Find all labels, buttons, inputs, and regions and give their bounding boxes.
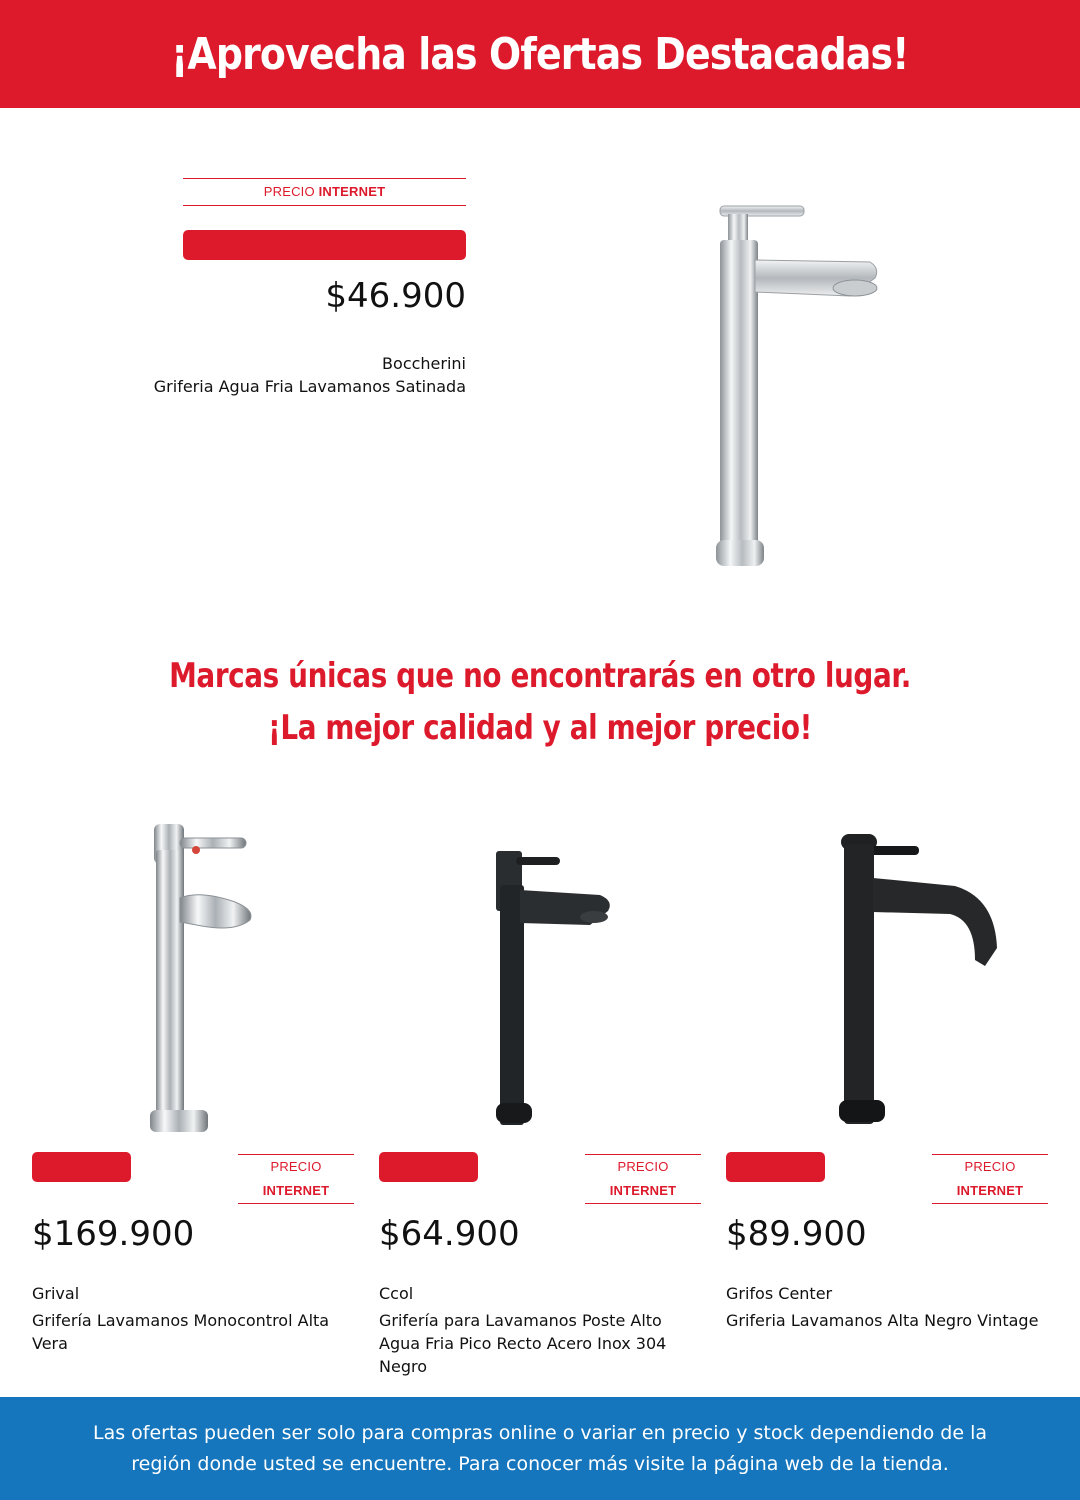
page-title: ¡Aprovecha las Ofertas Destacadas!	[171, 28, 909, 80]
product-brand: Grival	[32, 1284, 80, 1303]
disclaimer-text: Las ofertas pueden ser solo para compras online o variar en precio y stock dependiendo de la región donde usted se encuentre. Para conocer más visite la página web de la tienda.	[92, 1421, 987, 1475]
product-price: $169.900	[32, 1214, 195, 1254]
footer-disclaimer	[0, 1397, 1080, 1500]
product-price: $89.900	[726, 1214, 867, 1254]
product-image-grival[interactable]	[140, 820, 280, 1140]
product-price: $64.900	[379, 1214, 520, 1254]
featured-name: Griferia Agua Fria Lavamanos Satinada	[153, 377, 466, 396]
product-brand: Grifos Center	[726, 1284, 833, 1303]
featured-product[interactable]	[140, 178, 466, 398]
header-banner	[0, 0, 1080, 108]
discount-badge	[32, 1152, 131, 1182]
product-image-ccol[interactable]	[490, 845, 630, 1125]
brand-tagline: Marcas únicas que no encontrarás en otro lugar. ¡La mejor calidad y al mejor precio!	[169, 656, 911, 748]
product-image-grifos-center[interactable]	[835, 828, 1005, 1128]
product-name: Grifería Lavamanos Monocontrol Alta Vera	[32, 1311, 330, 1353]
product-card-ccol[interactable]	[379, 1150, 701, 1378]
product-card-grival[interactable]	[32, 1150, 354, 1355]
price-internet-label: PRECIO INTERNET	[238, 1154, 354, 1204]
price-internet-label: PRECIO INTERNET	[585, 1154, 701, 1204]
discount-badge	[726, 1152, 825, 1182]
featured-brand: Boccherini	[382, 354, 466, 373]
discount-badge	[379, 1152, 478, 1182]
product-brand: Ccol	[379, 1284, 414, 1303]
product-name: Grifería para Lavamanos Poste Alto Agua Fria Pico Recto Acero Inox 304 Negro	[379, 1311, 667, 1376]
featured-faucet-image[interactable]	[700, 200, 880, 580]
price-internet-label: PRECIO INTERNET	[932, 1154, 1048, 1204]
discount-badge	[183, 230, 466, 260]
price-internet-label: PRECIO INTERNET	[183, 178, 466, 206]
product-card-grifos-center[interactable]	[726, 1150, 1048, 1332]
product-name: Griferia Lavamanos Alta Negro Vintage	[726, 1311, 1039, 1330]
featured-price: $46.900	[325, 276, 466, 316]
